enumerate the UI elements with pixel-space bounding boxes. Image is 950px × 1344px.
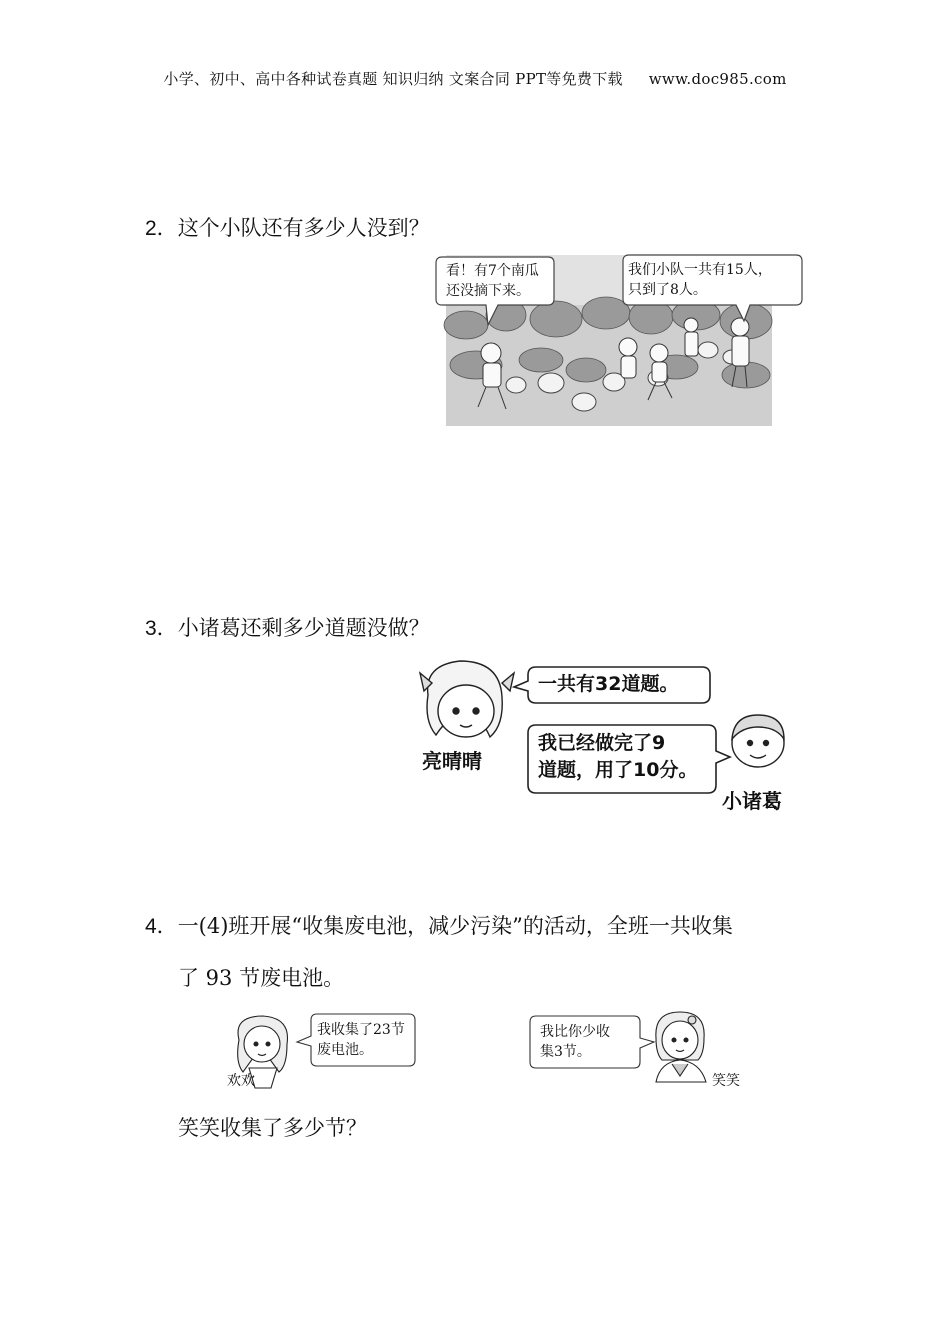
q3-bubble-top: 一共有32道题。 xyxy=(538,673,679,695)
q4-bubble-right-line2: 集3节。 xyxy=(540,1044,591,1060)
q2-bubble-right-line2: 只到了8人。 xyxy=(628,282,707,298)
girl-name-label: 亮晴晴 xyxy=(422,749,482,773)
q4-bubble-right-line1: 我比你少收 xyxy=(540,1024,610,1040)
q2-bubble-left-line1: 看！有7个南瓜 xyxy=(446,263,539,279)
question-4 xyxy=(145,910,733,940)
q3-bubble-bottom xyxy=(538,730,697,784)
girl-xiaoxiao-avatar xyxy=(656,1012,706,1082)
q3-bubble-bottom-line1: 我已经做完了9 xyxy=(538,732,666,754)
question-3 xyxy=(145,612,430,642)
pumpkin-field-illustration xyxy=(446,255,772,426)
q2-bubble-right xyxy=(628,260,772,300)
girl-avatar xyxy=(420,661,514,737)
q3-bubble-bottom-line2: 道题，用了10分。 xyxy=(538,759,698,781)
q2-bubble-left-line2: 还没摘下来。 xyxy=(446,283,530,299)
question-4-number: 4． xyxy=(145,915,178,938)
huanhuan-name-label: 欢欢 xyxy=(227,1073,255,1089)
q2-bubble-left xyxy=(446,261,539,301)
boy-name-label: 小诸葛 xyxy=(722,789,782,813)
question-4-text-line2: 了 93 节废电池。 xyxy=(178,966,345,990)
question-2-number: 2． xyxy=(145,217,178,240)
header-url: www.doc985.com xyxy=(648,70,787,88)
question-2-text: 这个小队还有多少人没到？ xyxy=(177,216,430,240)
boy-avatar xyxy=(732,715,784,767)
q4-left-illustration xyxy=(225,1010,425,1090)
header-text: 小学、初中、高中各种试卷真题 知识归纳 文案合同 PPT等免费下载 xyxy=(163,70,623,88)
question-4-text-line1: 一(4)班开展“收集废电池，减少污染”的活动，全班一共收集 xyxy=(177,914,733,938)
q3-illustration xyxy=(410,655,810,815)
question-3-text: 小诸葛还剩多少道题没做？ xyxy=(177,616,430,640)
xiaoxiao-name-label: 笑笑 xyxy=(712,1073,740,1089)
q4-right-illustration xyxy=(530,1010,780,1090)
question-4-sub-question: 笑笑收集了多少节？ xyxy=(178,1116,367,1140)
q4-bubble-left-line1: 我收集了23节 xyxy=(317,1022,405,1038)
q4-bubble-left-line2: 废电池。 xyxy=(317,1042,373,1058)
question-3-number: 3． xyxy=(145,617,178,640)
q4-bubble-left xyxy=(317,1020,405,1060)
q4-bubble-right xyxy=(540,1022,610,1062)
q2-bubble-right-line1: 我们小队一共有15人， xyxy=(628,262,772,278)
question-2 xyxy=(145,212,430,242)
page-header xyxy=(0,68,950,89)
